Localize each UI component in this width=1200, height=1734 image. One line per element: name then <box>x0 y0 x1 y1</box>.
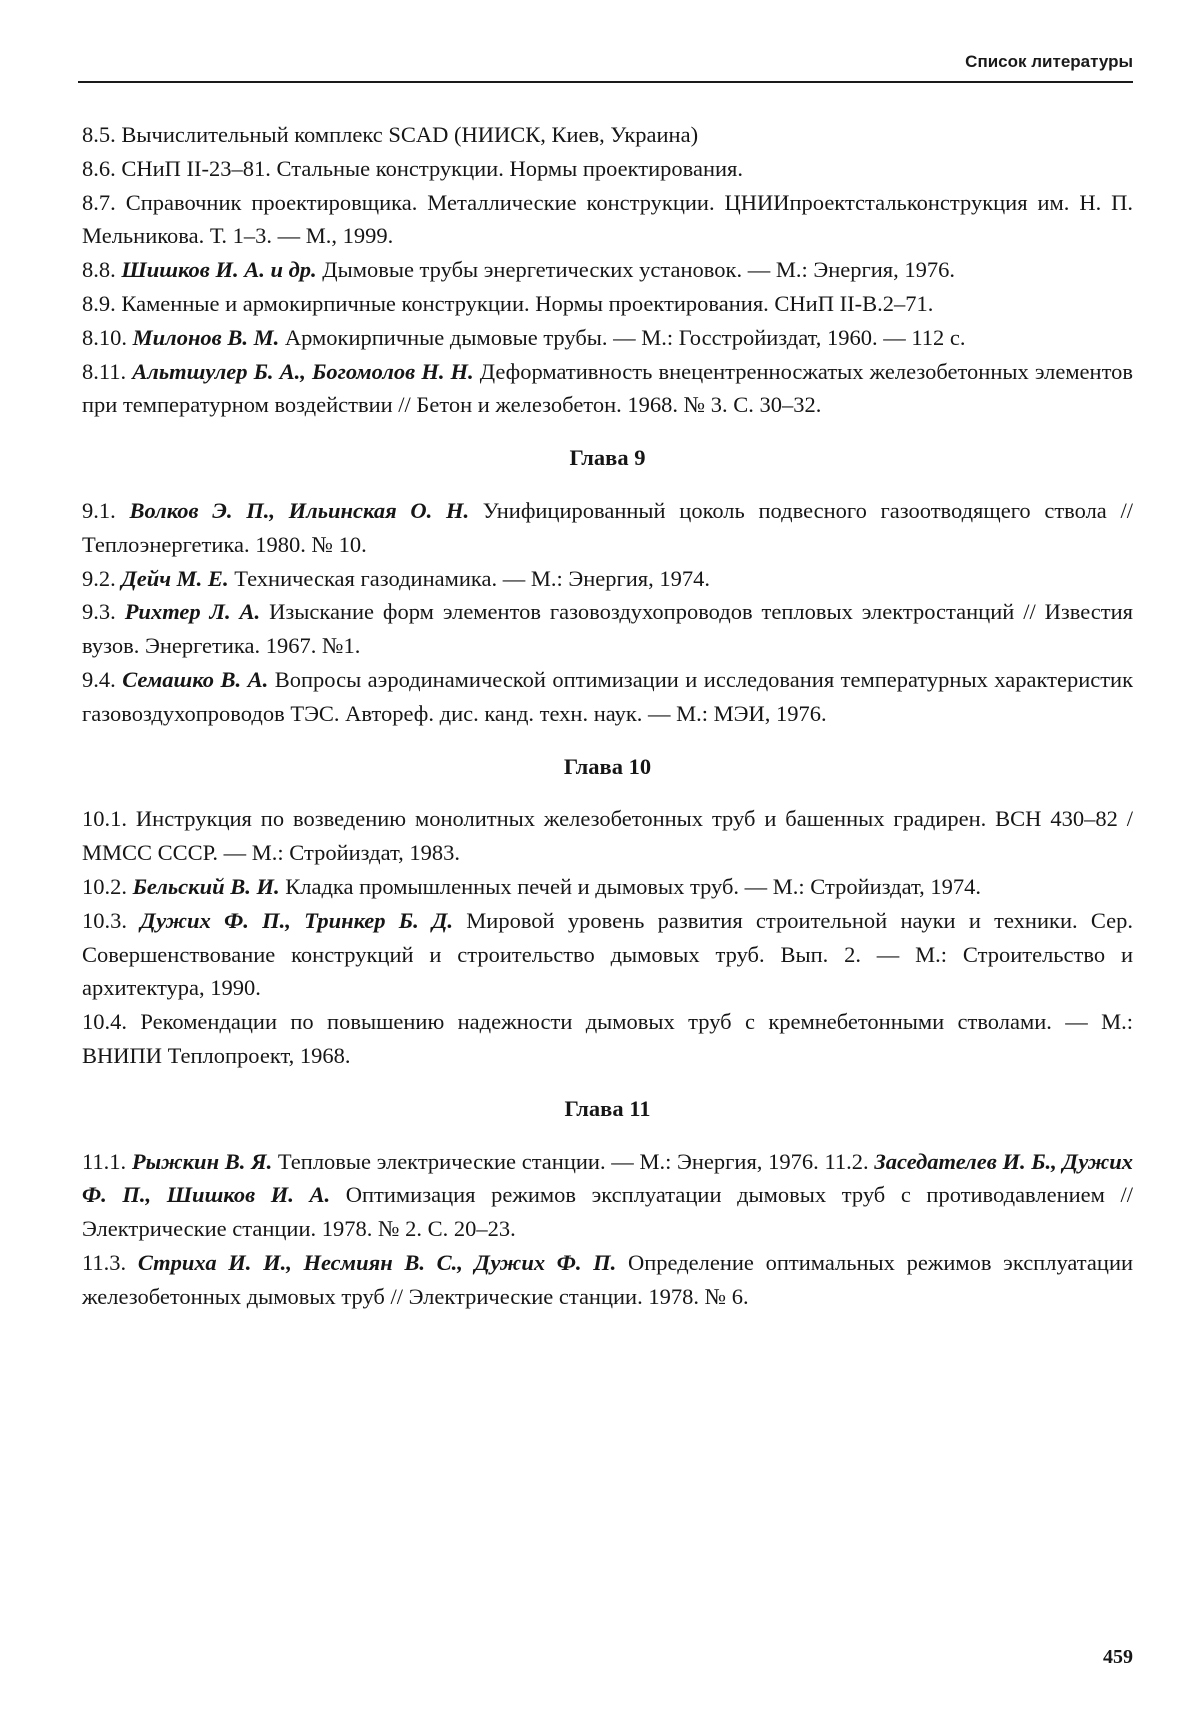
reference-11-1-and-11-2 <box>82 1145 1133 1246</box>
reference-9-2 <box>82 562 1133 596</box>
section-chapter-11 <box>82 1092 1133 1314</box>
bibliography <box>82 118 1133 1314</box>
reference-text: Кладка промышленных печей и дымовых труб. — М.: Стройиздат, 1974. <box>285 873 982 899</box>
chapter-heading: Глава 10 <box>563 753 652 779</box>
reference-11-3 <box>82 1246 1133 1314</box>
reference-number: 10.3. <box>82 907 127 933</box>
reference-text: Вопросы аэродинамической оптимизации и исследования температурных характеристик газовоздухопроводов ТЭС. Автореф. дис. канд. техн. наук. — М.: МЭИ, 1976. <box>82 666 1134 726</box>
reference-authors: Волков Э. П., Ильинская О. Н. <box>129 497 470 523</box>
reference-authors: Дужих Ф. П., Тринкер Б. Д. <box>140 907 453 933</box>
reference-number: 9.3. <box>82 599 116 625</box>
reference-number: 10.1. <box>82 806 127 832</box>
reference-8-7 <box>82 186 1133 254</box>
running-header: Список литературы <box>965 52 1133 71</box>
reference-text: Деформативность внецентренносжатых железобетонных элементов при температурном воздействии // Бетон и железобетон. 1968. № 3. С. 30–32. <box>82 358 1133 418</box>
reference-authors: Милонов В. М. <box>132 324 280 350</box>
reference-number: 11.2. <box>824 1148 869 1174</box>
reference-authors: Шишков И. А. и др. <box>121 257 317 283</box>
reference-authors: Рыжкин В. Я. <box>131 1148 273 1174</box>
header-rule <box>78 81 1133 83</box>
reference-number: 8.6. <box>82 155 116 181</box>
reference-text: Каменные и армокирпичные конструкции. Нормы проектирования. СНиП II-В.2–71. <box>121 290 934 316</box>
reference-authors: Семашко В. А. <box>122 666 269 692</box>
reference-authors: Рихтер Л. А. <box>124 599 261 625</box>
reference-text: Техническая газодинамика. — М.: Энергия, 1974. <box>234 565 710 591</box>
reference-number: 9.1. <box>82 497 116 523</box>
reference-text: Изыскание форм элементов газовоздухопроводов тепловых электростанций // Известия вузов. Энергетика. 1967. №1. <box>82 599 1134 659</box>
reference-10-2 <box>82 870 1133 904</box>
chapter-heading: Глава 9 <box>569 445 646 471</box>
reference-text: СНиП II-23–81. Стальные конструкции. Нормы проектирования. <box>121 155 744 181</box>
reference-10-4 <box>82 1005 1133 1073</box>
reference-9-3 <box>82 595 1133 663</box>
reference-number: 11.3. <box>82 1249 127 1275</box>
reference-8-11 <box>82 355 1133 423</box>
chapter-heading: Глава 11 <box>564 1095 651 1121</box>
reference-authors: Бельский В. И. <box>132 873 280 899</box>
reference-8-6 <box>82 152 1133 186</box>
reference-number: 11.1. <box>82 1148 127 1174</box>
reference-8-5 <box>82 118 1133 152</box>
reference-8-9 <box>82 287 1133 321</box>
reference-text: Вычислительный комплекс SCAD (НИИСК, Киев, Украина) <box>121 122 699 147</box>
reference-number: 9.2. <box>82 565 116 591</box>
reference-authors: Заседателев И. Б., Дужих Ф. П., Шишков И. А. <box>82 1148 1134 1208</box>
reference-8-8 <box>82 253 1133 287</box>
reference-9-4 <box>82 663 1133 731</box>
reference-text: Рекомендации по повышению надежности дымовых труб с кремнебетонными стволами. — М.: ВНИПИ Теплопроект, 1968. <box>82 1009 1133 1068</box>
reference-text: Инструкция по возведению монолитных железобетонных труб и башенных градирен. ВСН 430–82 / ММСС СССР. — М.: Стройиздат, 1983. <box>82 806 1133 866</box>
reference-10-1 <box>82 802 1133 870</box>
reference-8-10 <box>82 321 1133 355</box>
reference-10-3 <box>82 904 1133 1005</box>
reference-text: Унифицированный цоколь подвесного газоотводящего ствола // Теплоэнергетика. 1980. № 10. <box>82 497 1133 557</box>
section-chapter-10 <box>82 750 1133 1073</box>
reference-number: 8.7. <box>82 189 116 215</box>
page-number: 459 <box>1103 1646 1133 1668</box>
reference-number: 10.2. <box>82 873 127 899</box>
reference-number: 9.4. <box>82 666 116 692</box>
reference-number: 8.5. <box>82 122 116 147</box>
reference-number: 8.11. <box>82 358 127 384</box>
reference-number: 8.8. <box>82 257 116 283</box>
reference-authors: Дейч М. Е. <box>121 565 229 591</box>
section-chapter-8 <box>82 118 1133 422</box>
reference-text: Справочник проектировщика. Металлические конструкции. ЦНИИпроектстальконструкция им. Н. П. Мельникова. Т. 1–3. — М., 1999. <box>82 189 1133 249</box>
reference-text: Определение оптимальных режимов эксплуатации железобетонных дымовых труб // Электрические станции. 1978. № 6. <box>82 1249 1134 1309</box>
reference-number: 10.4. <box>82 1009 127 1035</box>
reference-text: Тепловые электрические станции. — М.: Энергия, 1976. <box>277 1148 819 1174</box>
reference-text: Дымовые трубы энергетических установок. — М.: Энергия, 1976. <box>322 257 955 283</box>
reference-9-1 <box>82 494 1133 562</box>
reference-text: Армокирпичные дымовые трубы. — М.: Госстройиздат, 1960. — 112 с. <box>284 324 966 350</box>
reference-authors: Альтшулер Б. А., Богомолов Н. Н. <box>132 358 474 384</box>
reference-number: 8.10. <box>82 324 127 350</box>
section-chapter-9 <box>82 441 1133 730</box>
reference-number: 8.9. <box>82 290 116 316</box>
reference-text: Оптимизация режимов эксплуатации дымовых труб с противодавлением // Электрические станции. 1978. № 2. С. 20–23. <box>82 1182 1134 1242</box>
reference-authors: Стриха И. И., Несмиян В. С., Дужих Ф. П. <box>137 1249 617 1275</box>
reference-text: Мировой уровень развития строительной науки и техники. Сер. Совершенствование конструкций и строительство дымовых труб. Вып. 2. — М.: Строительство и архитектура, 1990. <box>82 907 1134 1001</box>
